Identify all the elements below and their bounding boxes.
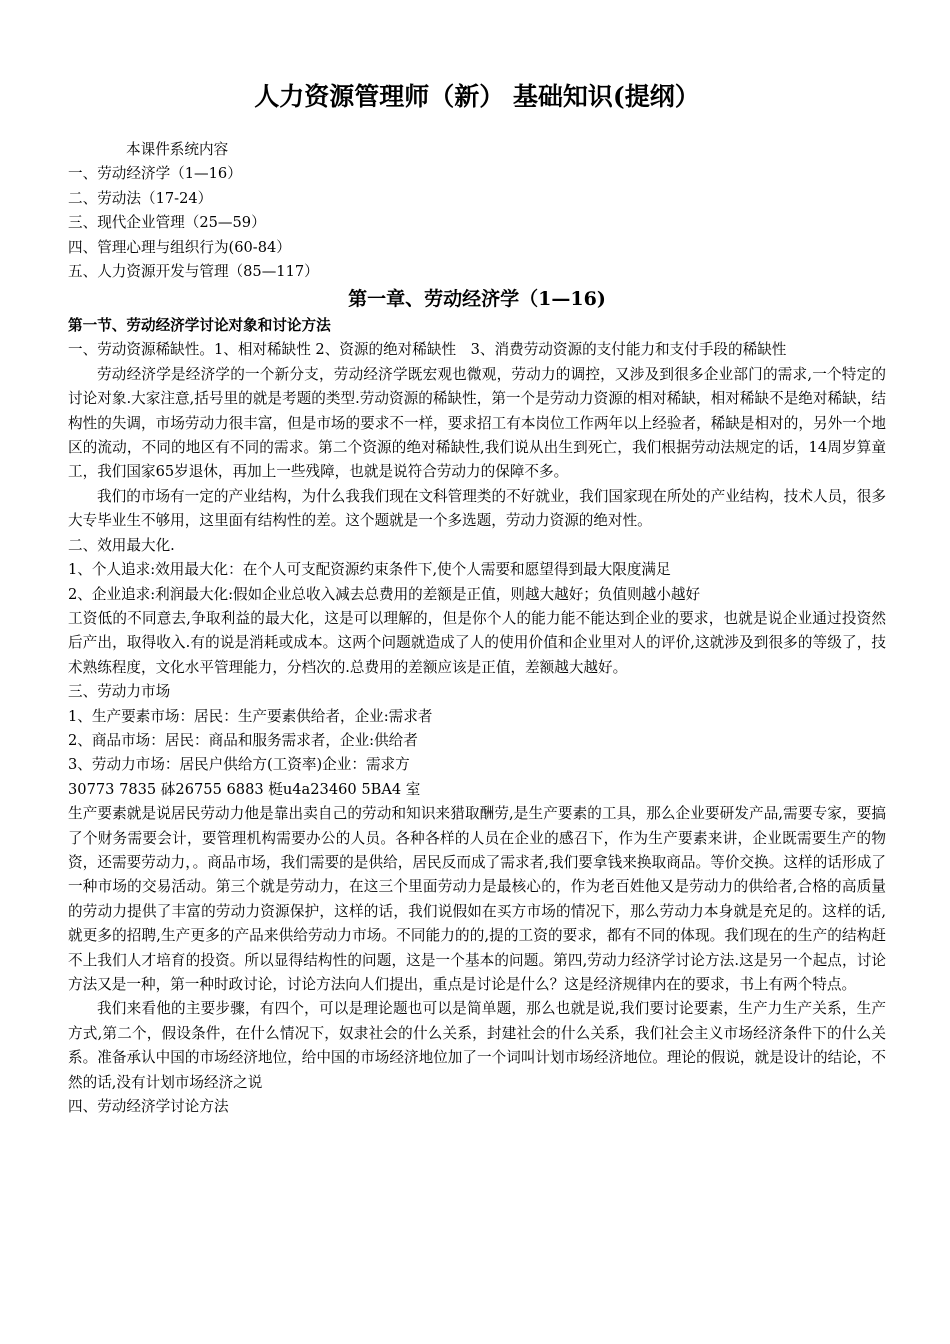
section-title: 第一节、劳动经济学讨论对象和讨论方法	[68, 317, 331, 335]
paragraph: 工资低的不同意去,争取利益的最大化，这是可以理解的，但是你个人的能力能不能达到企业的要求，也就是说企业通过投资然后产出，取得收入.有的说是消耗或成本。这两个问题就造成了人的使用价值和企业里对人的评价,这就涉及到很多的等级了，技术熟练程度，文化水平管理能力，分档次的.总费用的差额应该是正值，差额越大越好。	[68, 609, 886, 676]
heading-scarcity: 一、劳动资源稀缺性。1、相对稀缺性 2、资源的绝对稀缺性 3、消费劳动资源的支付能力和支付手段的稀缺性	[68, 341, 787, 359]
paragraph: 生产要素就是说居民劳动力他是靠出卖自己的劳动和知识来猎取酬劳,是生产要素的工具，那么企业要研发产品,需要专家，要搞了个财务需要会计，要管理机构需要办公的人员。各种各样的人员在企业的感召下，作为生产要素来讲，企业既需要生产的物资，还需要劳动力，。商品市场，我们需要的是供给，居民反而成了需求者,我们要拿钱来换取商品。等价交换。这样的话形成了一种市场的交易活动。第三个就是劳动力，在这三个里面劳动力是最核心的，作为老百姓他又是劳动力的供给者,合格的高质量的劳动力提供了丰富的劳动力资源保护，这样的话，我们说假如在买方市场的情况下，那么劳动力本身就是充足的。这样的话,就更多的招聘,生产更多的产品来供给劳动力市场。不同能力的的,提的工资的要求，都有不同的体现。我们现在的生产的结构赶不上我们人才培育的投资。所以显得结构性的问题，这是一个基本的问题。第四,劳动力经济学讨论方法.这是另一个起点，讨论方法又是一种，第一种时政讨论，讨论方法向人们提出，重点是讨论是什么？这是经济规律内在的要求，书上有两个特点。	[68, 805, 886, 993]
list-item: 2、商品市场：居民：商品和服务需求者，企业:供给者	[68, 731, 418, 749]
heading-methods: 四、劳动经济学讨论方法	[68, 1098, 229, 1116]
list-item: 3、劳动力市场：居民户供给方(工资率)企业：需求方	[68, 756, 410, 774]
paragraph: 我们的市场有一定的产业结构，为什么我我们现在文科管理类的不好就业，我们国家现在所处的产业结构，技术人员，很多大专毕业生不够用，这里面有结构性的差。这个题就是一个多选题，劳动力资源的绝对性。	[68, 487, 886, 530]
paragraph: 劳动经济学是经济学的一个新分支，劳动经济学既宏观也微观，劳动力的调控，又涉及到很多企业部门的需求,一个特定的讨论对象.大家注意,括号里的就是考题的类型.劳动资源的稀缺性，第一个是劳动力资源的相对稀缺，相对稀缺不是绝对稀缺，结构性的失调，市场劳动力很丰富，但是市场的要求不一样，要求招工有本岗位工作两年以上经验者，稀缺是相对的，另外一个地区的流动，不同的地区有不同的需求。第二个资源的绝对稀缺性,我们说从出生到死亡，我们根据劳动法规定的话，14周岁算童工，我们国家65岁退休，再加上一些残障，也就是说符合劳动力的保障不多。	[68, 365, 886, 481]
document-title: 人力资源管理师（新） 基础知识(提纲）	[254, 82, 700, 111]
list-item: 1、个人追求:效用最大化：在个人可支配资源约束条件下,使个人需要和愿望得到最大限度满足	[68, 561, 671, 579]
toc-item: 二、劳动法（17-24）	[68, 189, 213, 207]
list-item: 1、生产要素市场：居民：生产要素供给者，企业:需求者	[68, 707, 433, 725]
toc-item: 五、人力资源开发与管理（85—117）	[68, 263, 319, 281]
toc-heading: 本课件系统内容	[126, 141, 229, 158]
toc-list	[68, 162, 886, 284]
heading-utility: 二、效用最大化.	[68, 536, 175, 554]
paragraph: 我们来看他的主要步骤，有四个，可以是理论题也可以是简单题，那么也就是说,我们要讨论要素，生产力生产关系，生产方式,第二个，假设条件，在什么情况下，奴隶社会的什么关系，封建社会的什么关系，我们社会主义市场经济条件下的什么关系。准备承认中国的市场经济地位，给中国的市场经济地位加了一个词叫计划市场经济地位。理论的假说，就是设计的结论，不然的话,没有计划市场经济之说	[68, 1000, 886, 1091]
noise-line: 30773 7835 砵26755 6883 梃u4a23460 5BA4 室	[68, 780, 421, 798]
toc-item: 一、劳动经济学（1—16）	[68, 165, 242, 183]
document-page	[68, 80, 886, 1119]
list-item: 2、企业追求:利润最大化:假如企业总收入减去总费用的差额是正值，则越大越好；负值则越小越好	[68, 585, 701, 603]
toc-item: 四、管理心理与组织行为(60-84）	[68, 238, 291, 256]
heading-labor-market: 三、劳动力市场	[68, 683, 171, 701]
chapter-title: 第一章、劳动经济学（1—16)	[348, 288, 606, 311]
toc-item: 三、现代企业管理（25—59）	[68, 214, 266, 232]
